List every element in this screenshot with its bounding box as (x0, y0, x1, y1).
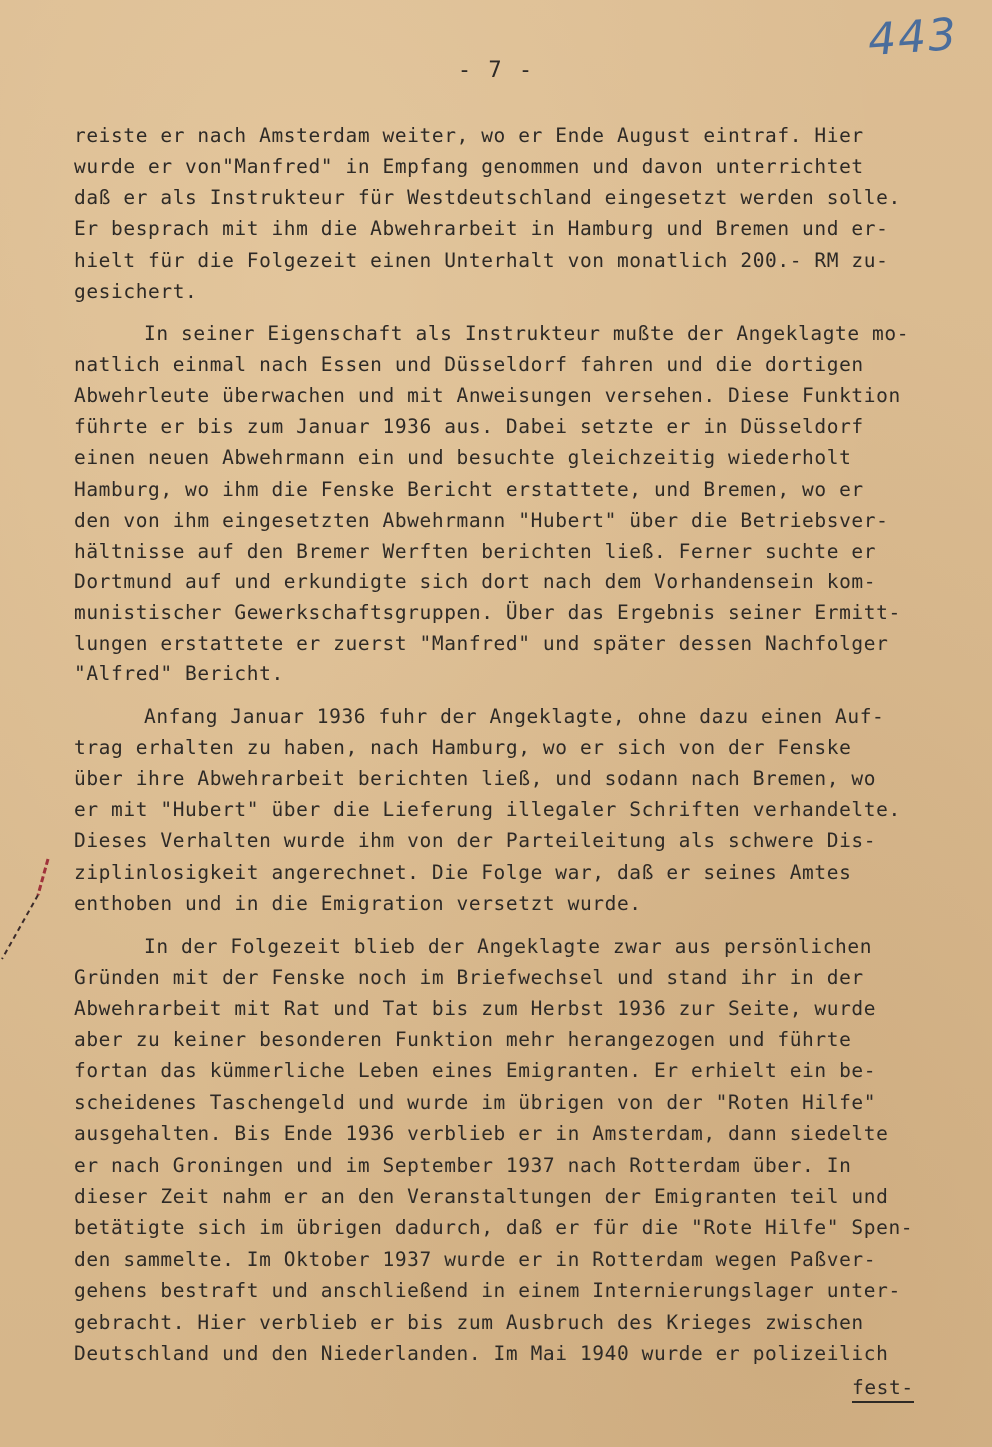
text-line: hältnisse auf den Bremer Werften berichten ließ. Ferner suchte er (74, 540, 877, 563)
text-line: ziplinlosigkeit angerechnet. Die Folge war, daß er seines Amtes (74, 861, 852, 884)
archive-number: 443 (866, 8, 960, 67)
text-line: über ihre Abwehrarbeit berichten ließ, und sodann nach Bremen, wo (74, 767, 877, 790)
text-line: ausgehalten. Bis Ende 1936 verblieb er in Amsterdam, dann siedelte (74, 1122, 889, 1145)
text-line: daß er als Instrukteur für Westdeutschland eingesetzt werden solle. (74, 186, 901, 209)
text-line: einen neuen Abwehrmann ein und besuchte gleichzeitig wiederholt (74, 446, 852, 469)
text-line: den von ihm eingesetzten Abwehrmann "Hubert" über die Betriebsver- (74, 509, 889, 532)
text-line: "Alfred" Bericht. (74, 662, 284, 685)
text-line: Dieses Verhalten wurde ihm von der Parteileitung als schwere Dis- (74, 829, 877, 852)
margin-mark-icon (0, 855, 60, 965)
text-line: führte er bis zum Januar 1936 aus. Dabei setzte er in Düsseldorf (74, 415, 864, 438)
text-line: er nach Groningen und im September 1937 nach Rotterdam über. In (74, 1154, 852, 1177)
page-number: - 7 - (457, 58, 535, 83)
text-line: betätigte sich im übrigen dadurch, daß er für die "Rote Hilfe" Spen- (74, 1216, 914, 1239)
text-line: hielt für die Folgezeit einen Unterhalt von monatlich 200.- RM zu- (74, 249, 889, 272)
text-line: gehens bestraft und anschließend in einem Internierungslager unter- (74, 1279, 901, 1302)
text-line: enthoben und in die Emigration versetzt wurde. (74, 892, 642, 915)
text-line: Abwehrarbeit mit Rat und Tat bis zum Herbst 1936 zur Seite, wurde (74, 997, 877, 1020)
text-line: den sammelte. Im Oktober 1937 wurde er in Rotterdam wegen Paßver- (74, 1248, 877, 1271)
text-line: munistischer Gewerkschaftsgruppen. Über das Ergebnis seiner Ermitt- (74, 601, 901, 624)
text-line: er mit "Hubert" über die Lieferung illegaler Schriften verhandelte. (74, 798, 901, 821)
text-line: In seiner Eigenschaft als Instrukteur mußte der Angeklagte mo- (144, 322, 910, 345)
text-line: reiste er nach Amsterdam weiter, wo er Ende August eintraf. Hier (74, 124, 864, 147)
text-line: In der Folgezeit blieb der Angeklagte zwar aus persönlichen (144, 935, 873, 958)
text-line: Er besprach mit ihm die Abwehrarbeit in Hamburg und Bremen und er- (74, 217, 889, 240)
text-line: gesichert. (74, 280, 198, 303)
text-line: natlich einmal nach Essen und Düsseldorf fahren und die dortigen (74, 353, 864, 376)
text-line: Abwehrleute überwachen und mit Anweisungen versehen. Diese Funktion (74, 384, 901, 407)
text-line: Dortmund auf und erkundigte sich dort nach dem Vorhandensein kom- (74, 570, 877, 593)
text-line: lungen erstattete er zuerst "Manfred" und später dessen Nachfolger (74, 632, 889, 655)
text-line: fortan das kümmerliche Leben eines Emigranten. Er erhielt ein be- (74, 1059, 877, 1082)
text-line: Deutschland und den Niederlanden. Im Mai 1940 wurde er polizeilich (74, 1342, 889, 1365)
text-line: trag erhalten zu haben, nach Hamburg, wo er sich von der Fenske (74, 736, 852, 759)
text-line: Gründen mit der Fenske noch im Briefwechsel und stand ihr in der (74, 966, 864, 989)
text-line: Anfang Januar 1936 fuhr der Angeklagte, ohne dazu einen Auf- (144, 705, 885, 728)
text-line: wurde er von"Manfred" in Empfang genommen und davon unterrichtet (74, 155, 864, 178)
text-line: aber zu keiner besonderen Funktion mehr herangezogen und führte (74, 1028, 852, 1051)
text-line: Hamburg, wo ihm die Fenske Bericht erstattete, und Bremen, wo er (74, 478, 864, 501)
text-line: scheidenes Taschengeld und wurde im übrigen von der "Roten Hilfe" (74, 1091, 877, 1114)
text-line: gebracht. Hier verblieb er bis zum Ausbruch des Krieges zwischen (74, 1311, 864, 1334)
text-line: dieser Zeit nahm er an den Veranstaltungen der Emigranten teil und (74, 1185, 889, 1208)
catchword: fest- (852, 1376, 914, 1403)
